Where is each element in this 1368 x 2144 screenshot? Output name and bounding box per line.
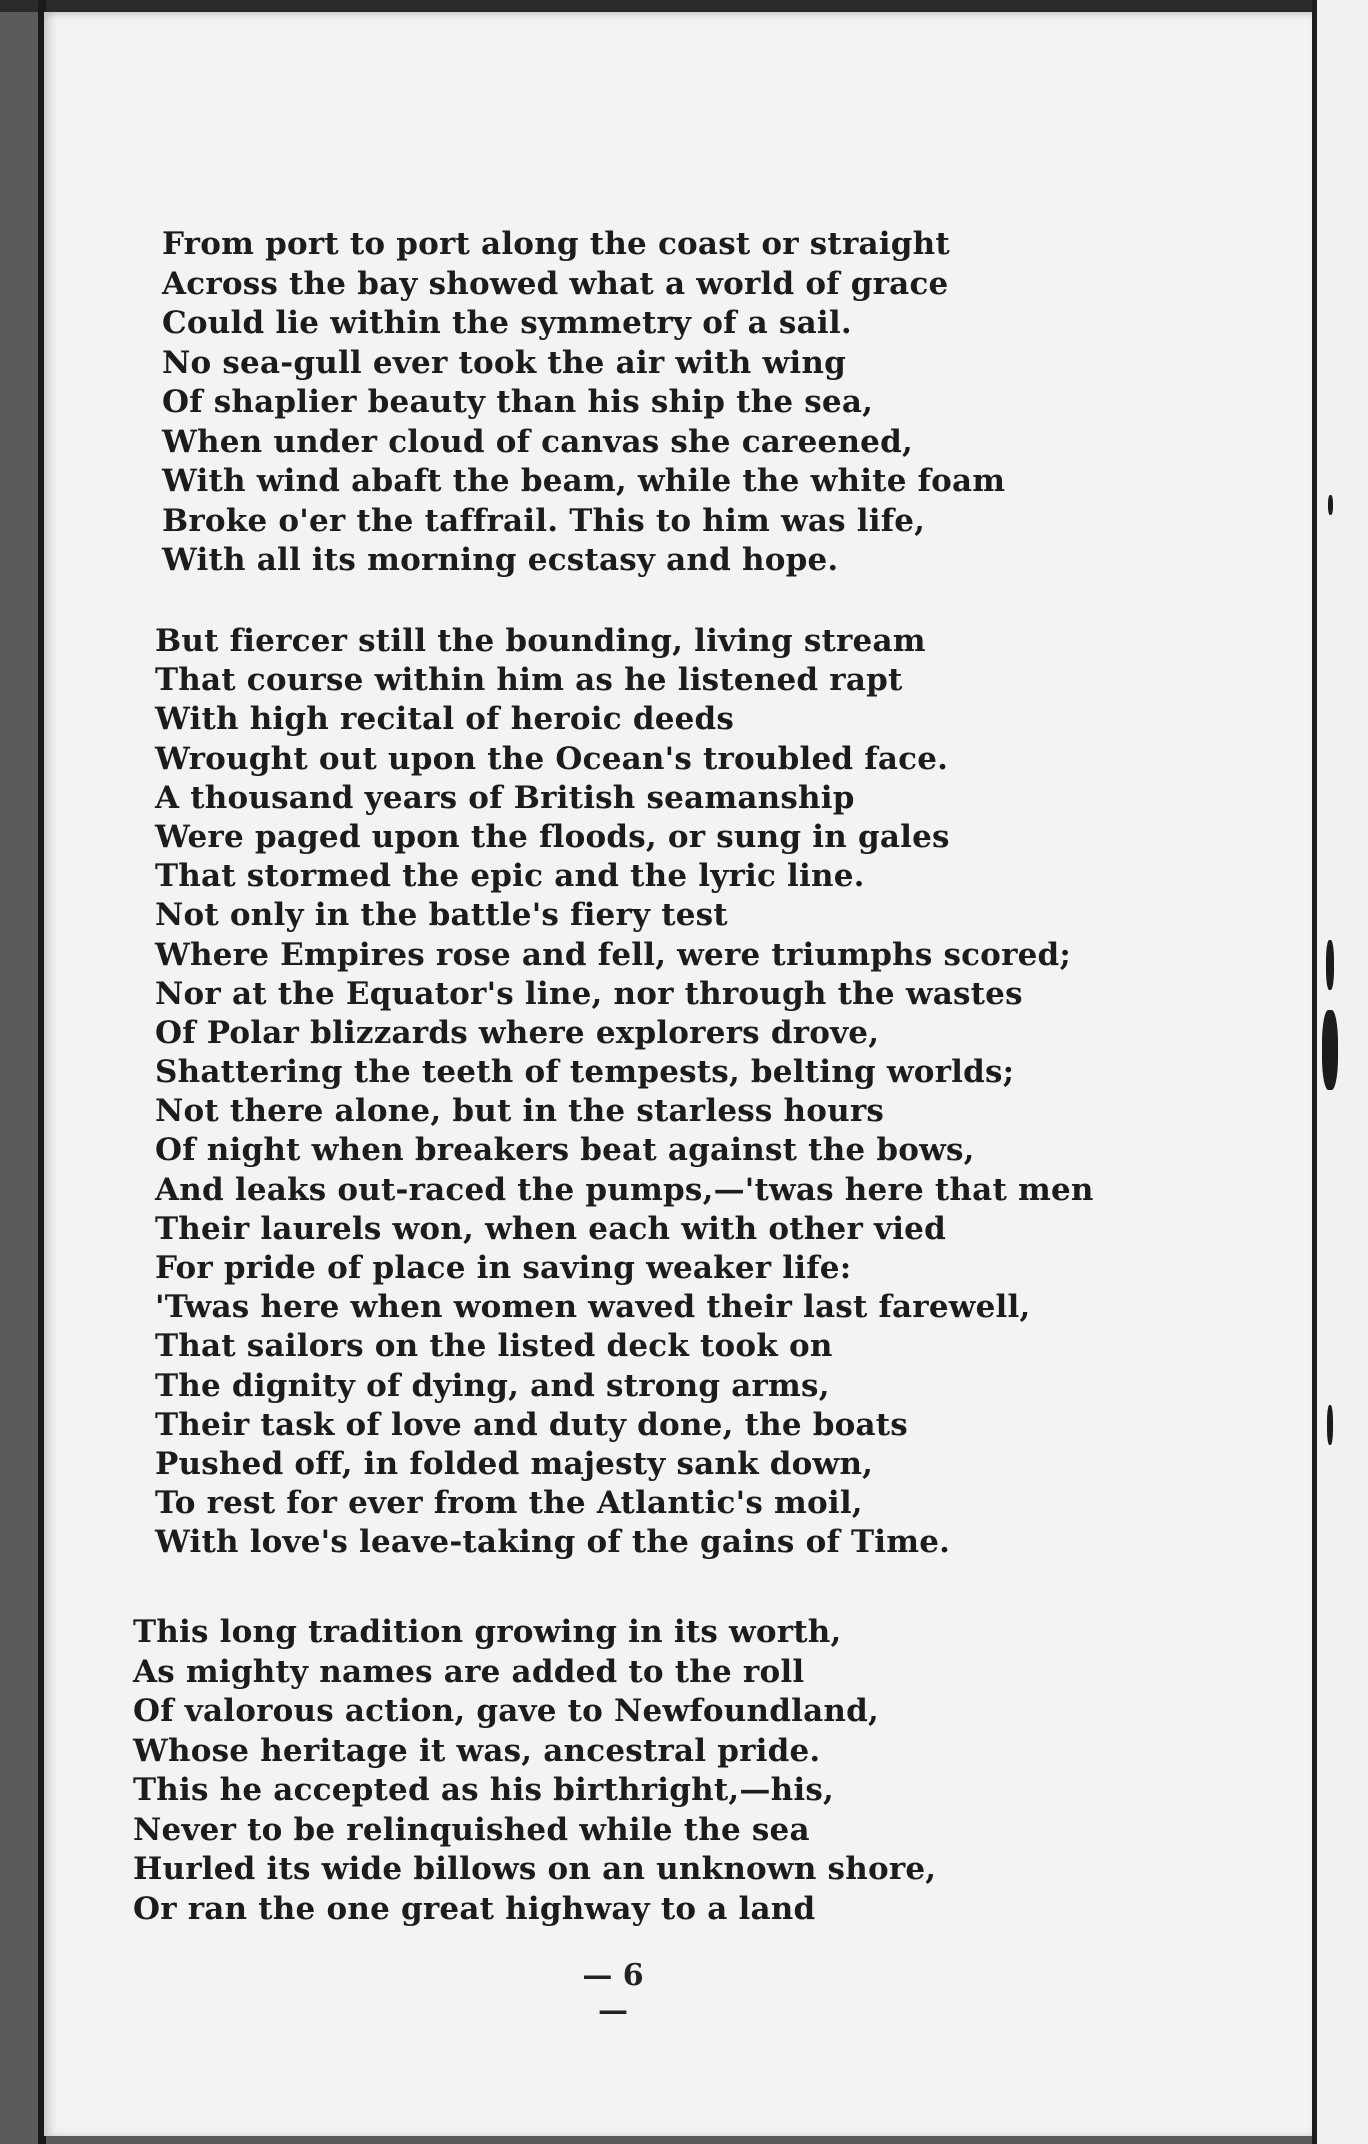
poem-line: But fiercer still the bounding, living stream <box>155 623 926 659</box>
poem-line: This long tradition growing in its worth, <box>133 1614 842 1650</box>
stanza-3 <box>133 1613 1368 1929</box>
poem-line: Not there alone, but in the starless hours <box>155 1093 885 1130</box>
poem-line: Of night when breakers beat against the bows, <box>155 1132 975 1169</box>
poem-line: The dignity of dying, and strong arms, <box>155 1367 830 1404</box>
poem-line: As mighty names are added to the roll <box>133 1653 805 1690</box>
poem-line: Never to be relinquished while the sea <box>133 1811 810 1848</box>
poem-line: Their task of love and duty done, the boats <box>155 1406 908 1443</box>
poem-line: No sea-gull ever took the air with wing <box>162 344 846 381</box>
poem-line: That stormed the epic and the lyric line. <box>155 858 865 895</box>
poem-line: This he accepted as his birthright,—his, <box>133 1772 834 1808</box>
poem-line: Where Empires rose and fell, were triumphs scored; <box>155 936 1072 973</box>
poem-line: Pushed off, in folded majesty sank down, <box>155 1445 874 1482</box>
poem-line: Of valorous action, gave to Newfoundland, <box>133 1693 879 1729</box>
poem-line: Broke o'er the taffrail. This to him was life, <box>162 502 926 539</box>
poem-line: With high recital of heroic deeds <box>155 701 735 738</box>
stanza-1 <box>162 225 1368 581</box>
poem-line: Wrought out upon the Ocean's troubled face. <box>155 740 949 777</box>
poem-line: Across the bay showed what a world of grace <box>162 265 949 302</box>
poem-line: Not only in the battle's fiery test <box>155 897 728 934</box>
poem-line: That sailors on the listed deck took on <box>155 1328 833 1365</box>
poem-line: Or ran the one great highway to a land <box>133 1890 816 1927</box>
poem-line: With love's leave-taking of the gains of Time. <box>155 1524 951 1561</box>
poem-line: Whose heritage it was, ancestral pride. <box>133 1732 821 1769</box>
poem-line: That course within him as he listened rapt <box>155 662 903 699</box>
stanza-2 <box>155 622 1368 1563</box>
poem-line: To rest for ever from the Atlantic's moil, <box>155 1485 863 1522</box>
page-number: — 6 — <box>582 1958 644 2028</box>
poem-line: Of shaplier beauty than his ship the sea, <box>162 384 874 420</box>
poem-line: With all its morning ecstasy and hope. <box>162 542 839 578</box>
poem-line: Hurled its wide billows on an unknown shore, <box>133 1851 937 1887</box>
poem-line: For pride of place in saving weaker life: <box>155 1250 852 1286</box>
poem-line: From port to port along the coast or straight <box>162 226 950 262</box>
poem-line: Could lie within the symmetry of a sail. <box>162 305 852 341</box>
poem-line: Were paged upon the floods, or sung in gales <box>155 818 950 855</box>
poem-line: Nor at the Equator's line, nor through the wastes <box>155 975 1023 1012</box>
poem-line: And leaks out-raced the pumps,—'twas here that men <box>155 1171 1094 1208</box>
poem-line: Their laurels won, when each with other vied <box>155 1210 946 1247</box>
poem-line: 'Twas here when women waved their last farewell, <box>155 1289 1031 1326</box>
poem-line: When under cloud of canvas she careened, <box>162 423 913 460</box>
poem-line: Of Polar blizzards where explorers drove, <box>155 1014 880 1051</box>
poem-line: A thousand years of British seamanship <box>155 779 855 816</box>
poem-line: Shattering the teeth of tempests, belting worlds; <box>155 1054 1015 1091</box>
scan-top-edge <box>0 0 1368 12</box>
poem-line: With wind abaft the beam, while the white foam <box>162 463 1006 499</box>
